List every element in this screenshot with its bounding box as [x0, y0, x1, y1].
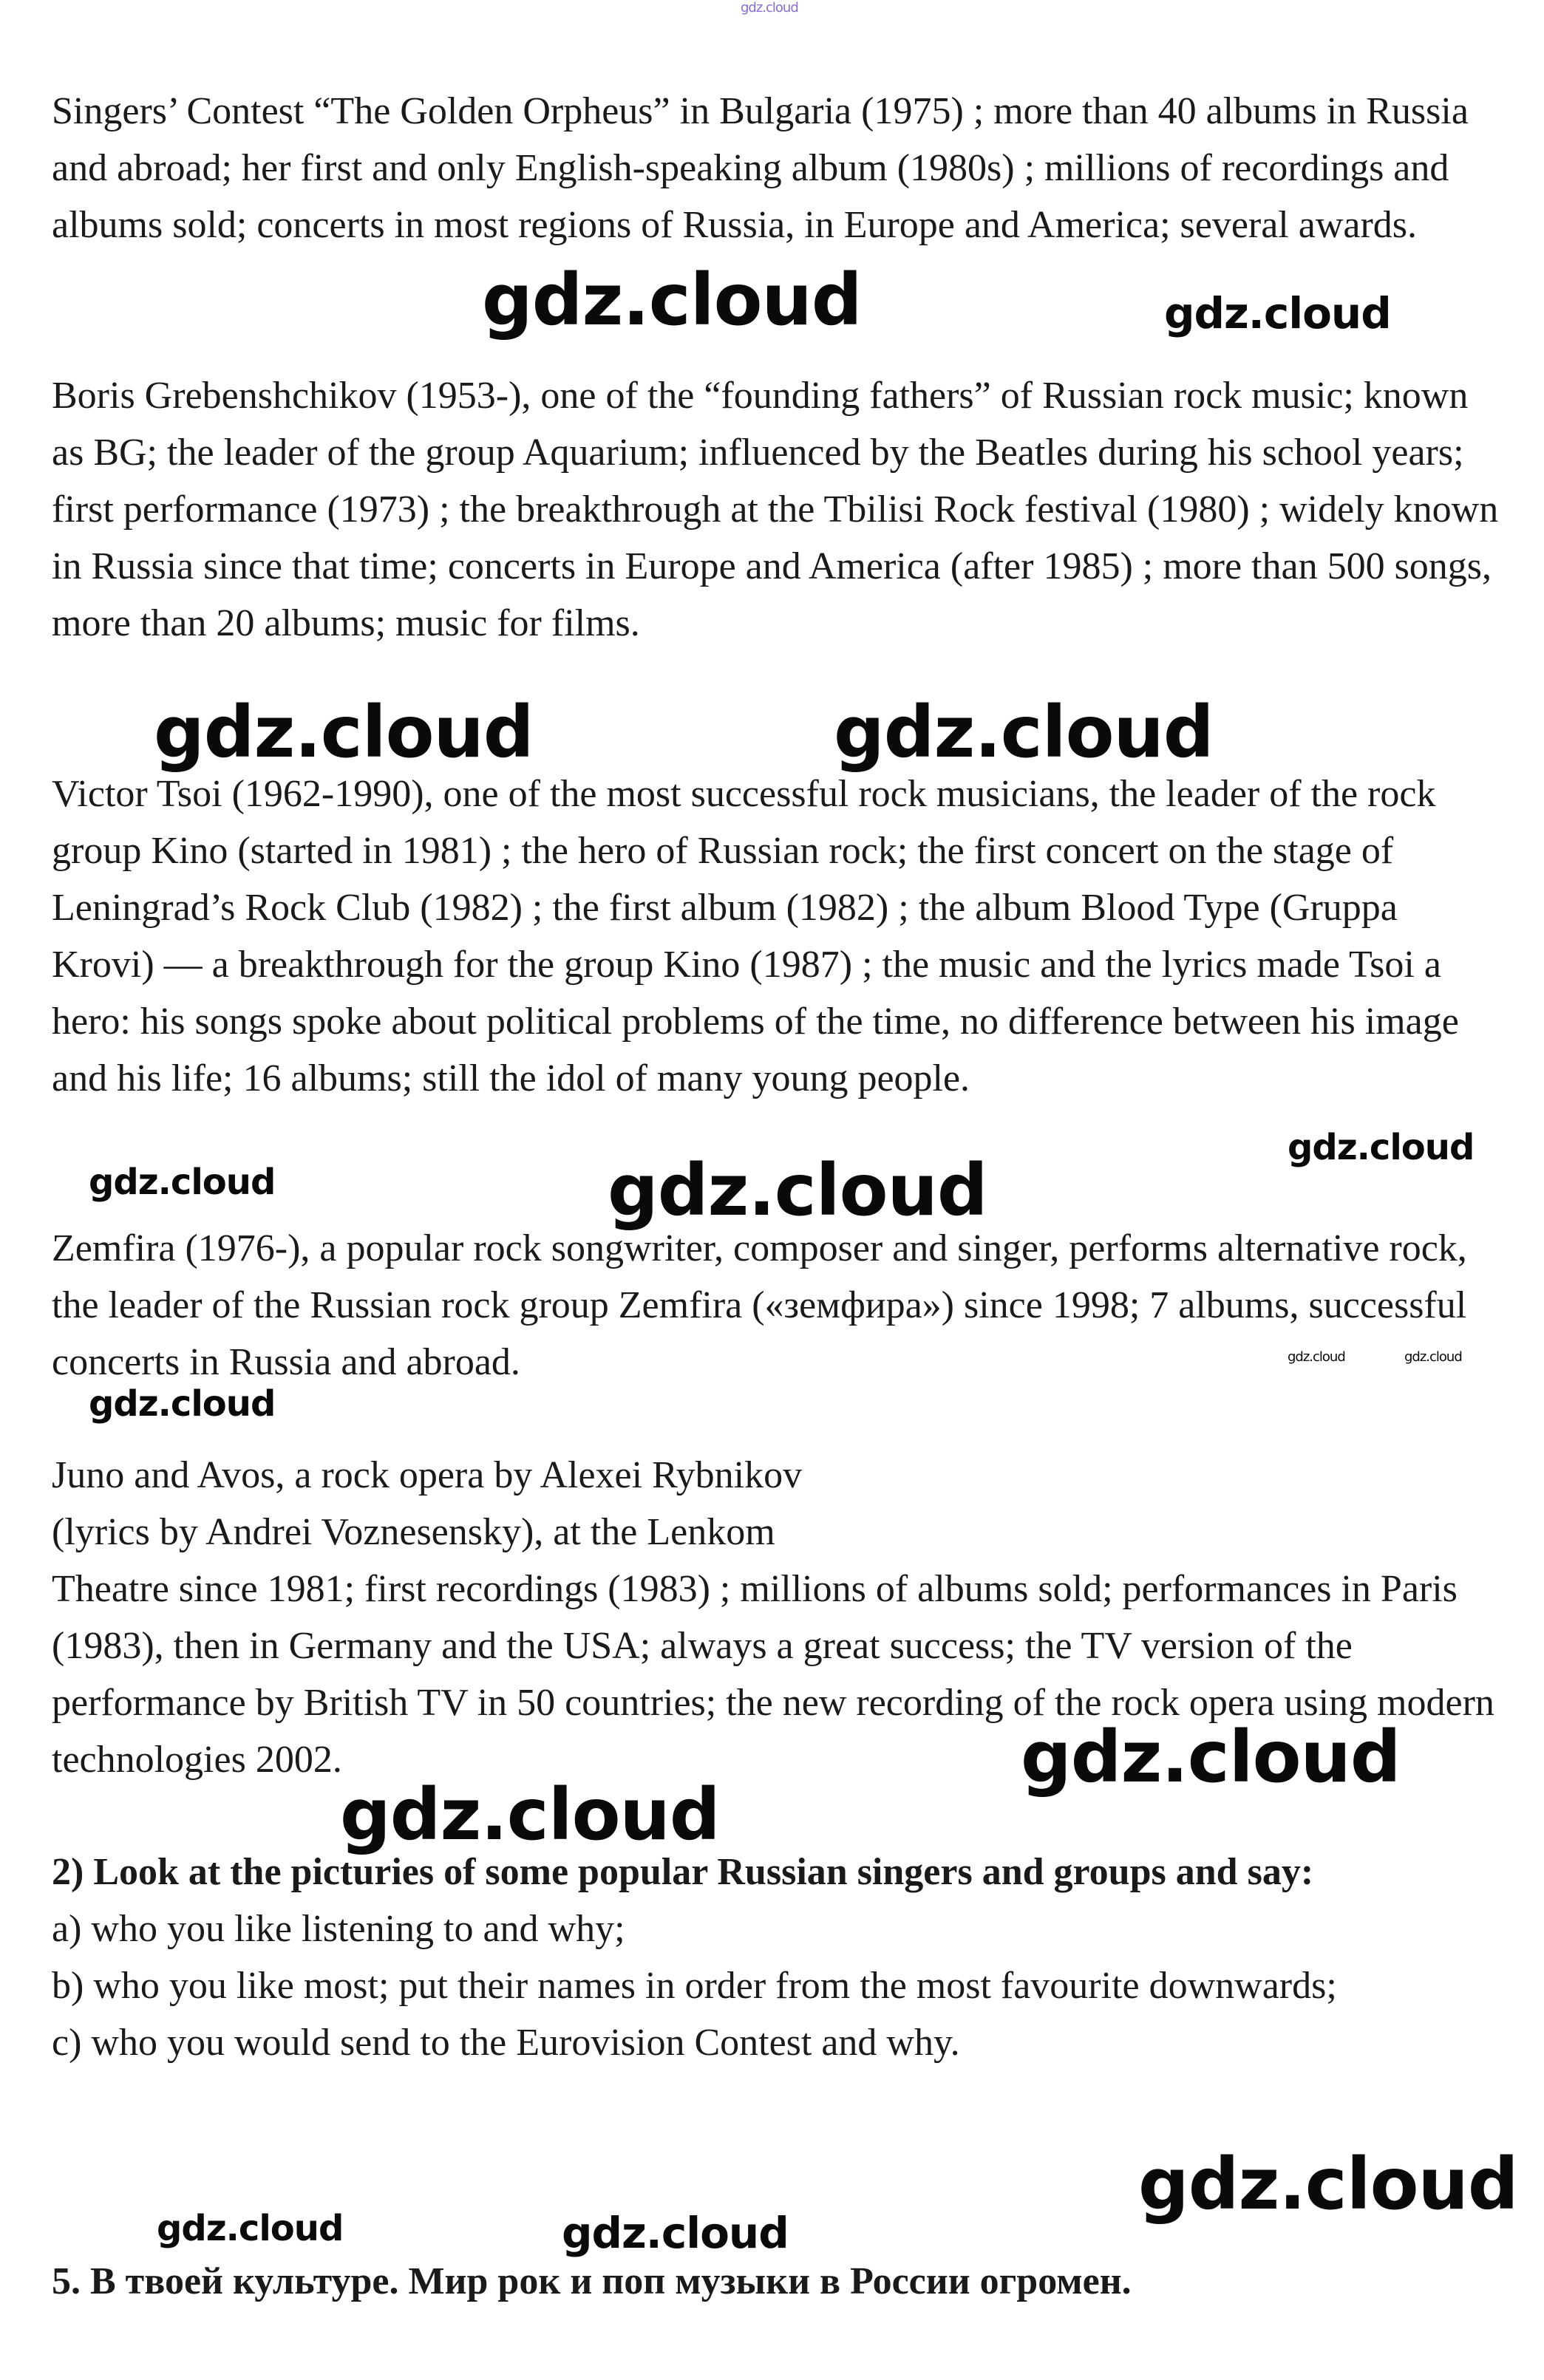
- task-item-c: c) who you would send to the Eurovision Contest and why.: [52, 2022, 960, 2064]
- watermark: gdz.cloud: [608, 1149, 987, 1232]
- watermark: gdz.cloud: [1288, 1127, 1475, 1168]
- watermark: gdz.cloud: [89, 1383, 276, 1425]
- watermark: gdz.cloud: [1021, 1716, 1401, 1798]
- watermark: gdz.cloud: [1164, 288, 1391, 338]
- task-block: [52, 1844, 1500, 2071]
- paragraph-singer-awards: Singers’ Contest “The Golden Orpheus” in Bulgaria (1975) ; more than 40 albums in Russia and abroad; her first and only English-speaking album (1980s) ; millions of recordings and albums sold; concerts in most regions of Russia, in Europe and America; several awards.: [52, 90, 1469, 246]
- section-heading-culture: 5. В твоей культуре. Мир рок и поп музыки в России огромен.: [52, 2260, 1132, 2302]
- juno-rest: Theatre since 1981; first recordings (1983) ; millions of albums sold; performances in Paris (1983), then in Germany and the USA; always a great success; the TV version of the performance by British TV in 50 countries; the new recording of the rock opera using modern technologies 2002.: [52, 1568, 1494, 1781]
- task-item-b: b) who you like most; put their names in order from the most favourite downwards;: [52, 1965, 1337, 2007]
- watermark: gdz.cloud: [562, 2208, 789, 2258]
- watermark: gdz.cloud: [157, 2208, 344, 2249]
- watermark: gdz.cloud: [1138, 2143, 1518, 2226]
- paragraph-tsoi: Victor Tsoi (1962-1990), one of the most successful rock musicians, the leader of the rock group Kino (started in 1981) ; the hero of Russian rock; the first concert on the stage of Leningrad’s Rock Club (1982) ; the first album (1982) ; the album Blood Type (Gruppa Krovi) — a breakthrough for the group Kino (1987) ; the music and the lyrics made Tsoi a hero: his songs spoke about political problems of the time, no difference between his image and his life; 16 albums; still the idol of many young people.: [52, 773, 1459, 1099]
- watermark: gdz.cloud: [1288, 1349, 1345, 1365]
- task-item-a: a) who you like listening to and why;: [52, 1908, 625, 1950]
- task-heading: 2) Look at the picturies of some popular Russian singers and groups and say:: [52, 1851, 1314, 1893]
- paragraph-zemfira: Zemfira (1976-), a popular rock songwriter, composer and singer, performs alternative rock, the leader of the Russian rock group Zemfira («земфира») since 1998; 7 albums, successful concerts in Russia and abroad.: [52, 1227, 1467, 1383]
- watermark: gdz.cloud: [1404, 1349, 1462, 1365]
- watermark: gdz.cloud: [89, 1162, 276, 1203]
- watermark: gdz.cloud: [154, 691, 534, 774]
- watermark: gdz.cloud: [340, 1773, 720, 1856]
- watermark: gdz.cloud: [834, 691, 1214, 774]
- juno-line-1: Juno and Avos, a rock opera by Alexei Rybnikov: [52, 1454, 803, 1496]
- paragraph-grebenshchikov: Boris Grebenshchikov (1953-), one of the “founding fathers” of Russian rock music; known as BG; the leader of the group Aquarium; influenced by the Beatles during his school years; first performance (1973) ; the breakthrough at the Tbilisi Rock festival (1980) ; widely known in Russia since that time; concerts in Europe and America (after 1985) ; more than 500 songs, more than 20 albums; music for films.: [52, 375, 1499, 644]
- juno-line-2: (lyrics by Andrei Voznesensky), at the Lenkom: [52, 1511, 775, 1553]
- watermark: gdz.cloud: [482, 259, 862, 341]
- top-watermark: gdz.cloud: [741, 0, 798, 16]
